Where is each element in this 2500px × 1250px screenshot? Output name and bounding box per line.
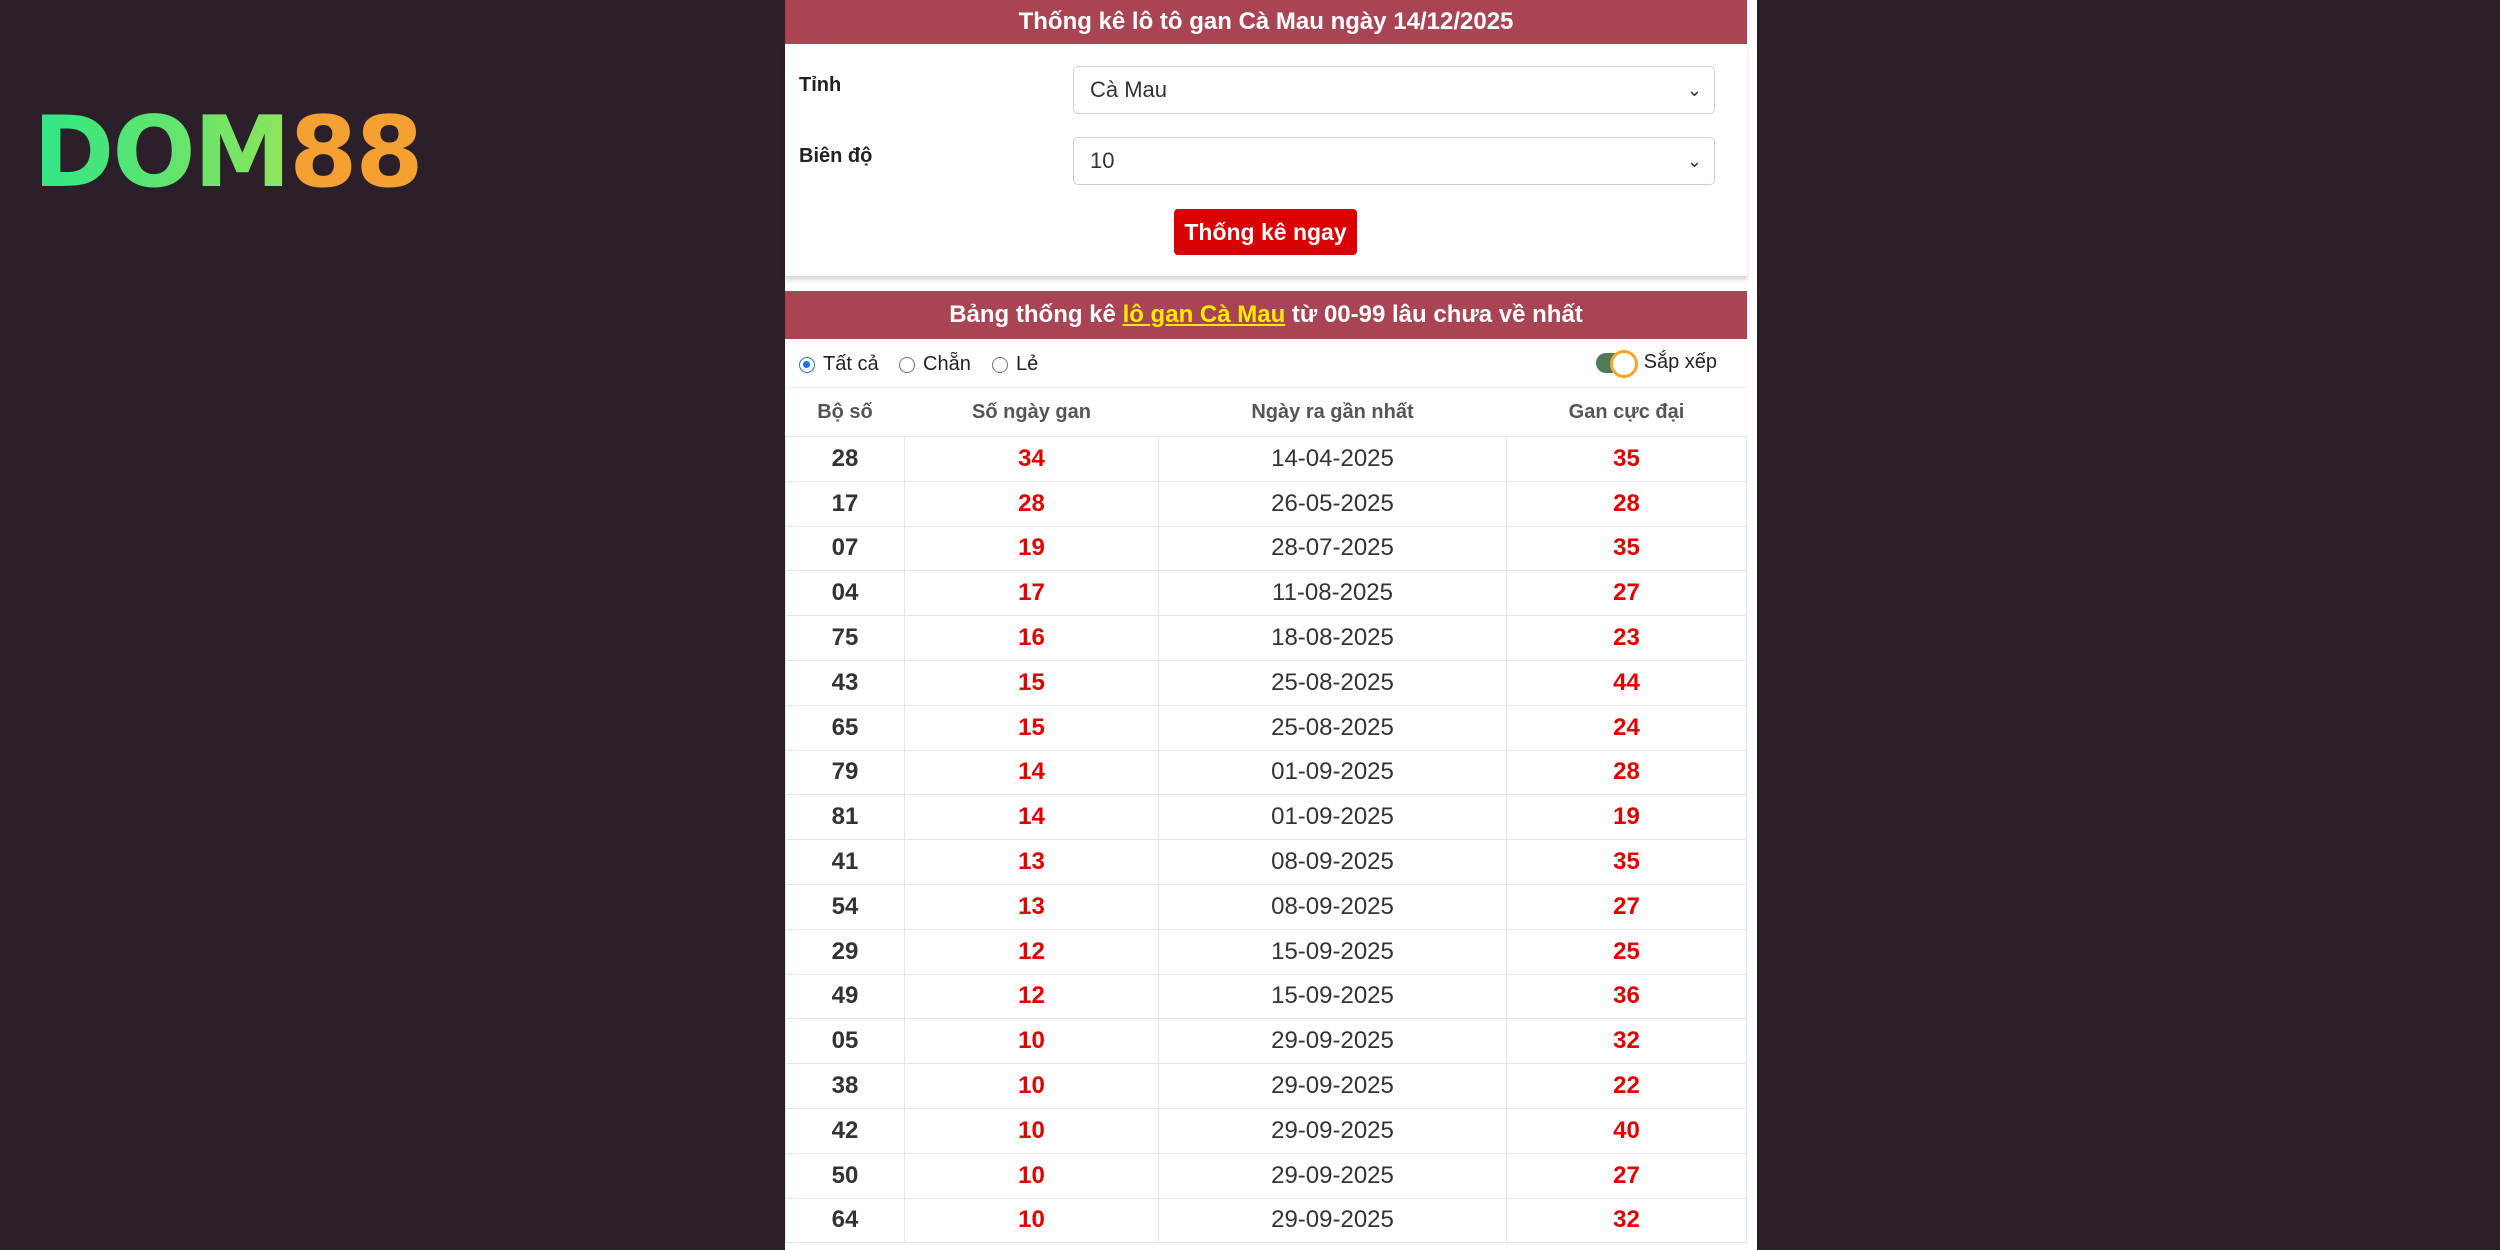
cell-number: 64: [786, 1198, 905, 1243]
cell-number: 07: [786, 526, 905, 571]
range-select[interactable]: [1073, 137, 1715, 185]
filter-even-radio[interactable]: [899, 353, 971, 376]
table-row: [786, 1019, 1747, 1064]
cell-number: 42: [786, 1108, 905, 1153]
cell-number: 65: [786, 705, 905, 750]
filter-all-label: Tất cả: [823, 353, 879, 375]
cell-days-gan: 19: [905, 526, 1159, 571]
cell-last-date: 29-09-2025: [1159, 1064, 1507, 1109]
cell-max-gan: 27: [1507, 884, 1747, 929]
cell-last-date: 25-08-2025: [1159, 705, 1507, 750]
table-row: [786, 571, 1747, 616]
stats-form: [785, 44, 1747, 277]
form-title: Thống kê lô tô gan Cà Mau ngày 14/12/2025: [785, 0, 1747, 44]
table-row: [786, 929, 1747, 974]
dom88-logo[interactable]: [33, 96, 422, 210]
col-header-max: Gan cực đại: [1507, 388, 1747, 437]
table-row: [786, 795, 1747, 840]
table-header-row: [786, 388, 1747, 437]
lo-gan-table: [785, 388, 1747, 1243]
cell-last-date: 26-05-2025: [1159, 481, 1507, 526]
cell-number: 43: [786, 660, 905, 705]
cell-max-gan: 35: [1507, 840, 1747, 885]
cell-number: 54: [786, 884, 905, 929]
toggle-switch-icon: [1596, 353, 1636, 373]
cell-last-date: 01-09-2025: [1159, 750, 1507, 795]
cell-last-date: 15-09-2025: [1159, 974, 1507, 1019]
cell-days-gan: 12: [905, 929, 1159, 974]
cell-days-gan: 10: [905, 1064, 1159, 1109]
cell-number: 17: [786, 481, 905, 526]
main-panel: [785, 0, 1757, 1250]
cell-days-gan: 10: [905, 1108, 1159, 1153]
logo-text-88: 88: [289, 96, 422, 210]
table-title-link[interactable]: lô gan Cà Mau: [1122, 301, 1286, 328]
cell-number: 05: [786, 1019, 905, 1064]
cell-days-gan: 15: [905, 705, 1159, 750]
table-row: [786, 481, 1747, 526]
table-row: [786, 437, 1747, 482]
cell-max-gan: 35: [1507, 526, 1747, 571]
chevron-down-icon: ⌄: [1686, 151, 1702, 171]
cell-max-gan: 27: [1507, 571, 1747, 616]
filter-odd-radio[interactable]: [992, 353, 1038, 376]
radio-selected-icon: [799, 357, 815, 373]
cell-number: 50: [786, 1153, 905, 1198]
province-label: Tỉnh: [799, 74, 842, 96]
cell-max-gan: 32: [1507, 1019, 1747, 1064]
cell-max-gan: 40: [1507, 1108, 1747, 1153]
cell-max-gan: 27: [1507, 1153, 1747, 1198]
cell-max-gan: 25: [1507, 929, 1747, 974]
cell-max-gan: 35: [1507, 437, 1747, 482]
cell-last-date: 15-09-2025: [1159, 929, 1507, 974]
table-title-suffix: từ 00-99 lâu chưa về nhất: [1285, 301, 1583, 328]
cell-days-gan: 17: [905, 571, 1159, 616]
table-row: [786, 840, 1747, 885]
cell-days-gan: 14: [905, 795, 1159, 840]
table-row: [786, 1198, 1747, 1243]
cell-last-date: 11-08-2025: [1159, 571, 1507, 616]
cell-max-gan: 19: [1507, 795, 1747, 840]
province-select-value: Cà Mau: [1090, 77, 1168, 102]
submit-button[interactable]: Thống kê ngay: [1174, 209, 1357, 255]
cell-last-date: 29-09-2025: [1159, 1108, 1507, 1153]
filter-even-label: Chẵn: [923, 353, 971, 375]
cell-last-date: 29-09-2025: [1159, 1019, 1507, 1064]
cell-days-gan: 15: [905, 660, 1159, 705]
cell-last-date: 29-09-2025: [1159, 1198, 1507, 1243]
cell-last-date: 08-09-2025: [1159, 884, 1507, 929]
cell-last-date: 18-08-2025: [1159, 616, 1507, 661]
filter-odd-label: Lẻ: [1016, 353, 1039, 375]
province-select[interactable]: [1073, 66, 1715, 114]
cell-days-gan: 16: [905, 616, 1159, 661]
col-header-days: Số ngày gan: [905, 388, 1159, 437]
table-title: [785, 291, 1747, 339]
cell-number: 41: [786, 840, 905, 885]
cell-number: 38: [786, 1064, 905, 1109]
table-row: [786, 705, 1747, 750]
cell-days-gan: 10: [905, 1019, 1159, 1064]
cell-max-gan: 24: [1507, 705, 1747, 750]
filter-all-radio[interactable]: [799, 353, 879, 376]
cell-days-gan: 12: [905, 974, 1159, 1019]
cell-max-gan: 28: [1507, 750, 1747, 795]
cell-number: 04: [786, 571, 905, 616]
table-row: [786, 974, 1747, 1019]
cell-number: 75: [786, 616, 905, 661]
cell-days-gan: 10: [905, 1198, 1159, 1243]
cell-number: 28: [786, 437, 905, 482]
table-row: [786, 1108, 1747, 1153]
cell-max-gan: 36: [1507, 974, 1747, 1019]
table-row: [786, 526, 1747, 571]
table-row: [786, 1064, 1747, 1109]
cell-last-date: 08-09-2025: [1159, 840, 1507, 885]
cell-last-date: 28-07-2025: [1159, 526, 1507, 571]
cell-number: 81: [786, 795, 905, 840]
table-row: [786, 884, 1747, 929]
cell-days-gan: 13: [905, 840, 1159, 885]
sort-label: Sắp xếp: [1643, 351, 1717, 373]
cell-days-gan: 14: [905, 750, 1159, 795]
cell-number: 49: [786, 974, 905, 1019]
cell-max-gan: 22: [1507, 1064, 1747, 1109]
cell-days-gan: 28: [905, 481, 1159, 526]
cell-days-gan: 10: [905, 1153, 1159, 1198]
cell-max-gan: 44: [1507, 660, 1747, 705]
table-title-prefix: Bảng thống kê: [949, 301, 1123, 328]
sort-toggle[interactable]: [1596, 351, 1717, 374]
cell-last-date: 01-09-2025: [1159, 795, 1507, 840]
radio-icon: [899, 357, 915, 373]
cell-number: 29: [786, 929, 905, 974]
chevron-down-icon: ⌄: [1686, 80, 1702, 100]
col-header-last-date: Ngày ra gần nhất: [1159, 388, 1507, 437]
table-row: [786, 750, 1747, 795]
cell-last-date: 25-08-2025: [1159, 660, 1507, 705]
cell-number: 79: [786, 750, 905, 795]
cell-max-gan: 23: [1507, 616, 1747, 661]
logo-text-dom: DOM: [33, 96, 290, 210]
filter-bar: [785, 339, 1747, 388]
cell-max-gan: 28: [1507, 481, 1747, 526]
table-row: [786, 660, 1747, 705]
cell-days-gan: 34: [905, 437, 1159, 482]
table-row: [786, 616, 1747, 661]
cell-last-date: 29-09-2025: [1159, 1153, 1507, 1198]
range-label: Biên độ: [799, 145, 873, 167]
col-header-number: Bộ số: [786, 388, 905, 437]
table-row: [786, 1153, 1747, 1198]
cell-max-gan: 32: [1507, 1198, 1747, 1243]
cell-last-date: 14-04-2025: [1159, 437, 1507, 482]
cell-days-gan: 13: [905, 884, 1159, 929]
radio-icon: [992, 357, 1008, 373]
range-select-value: 10: [1090, 148, 1115, 173]
